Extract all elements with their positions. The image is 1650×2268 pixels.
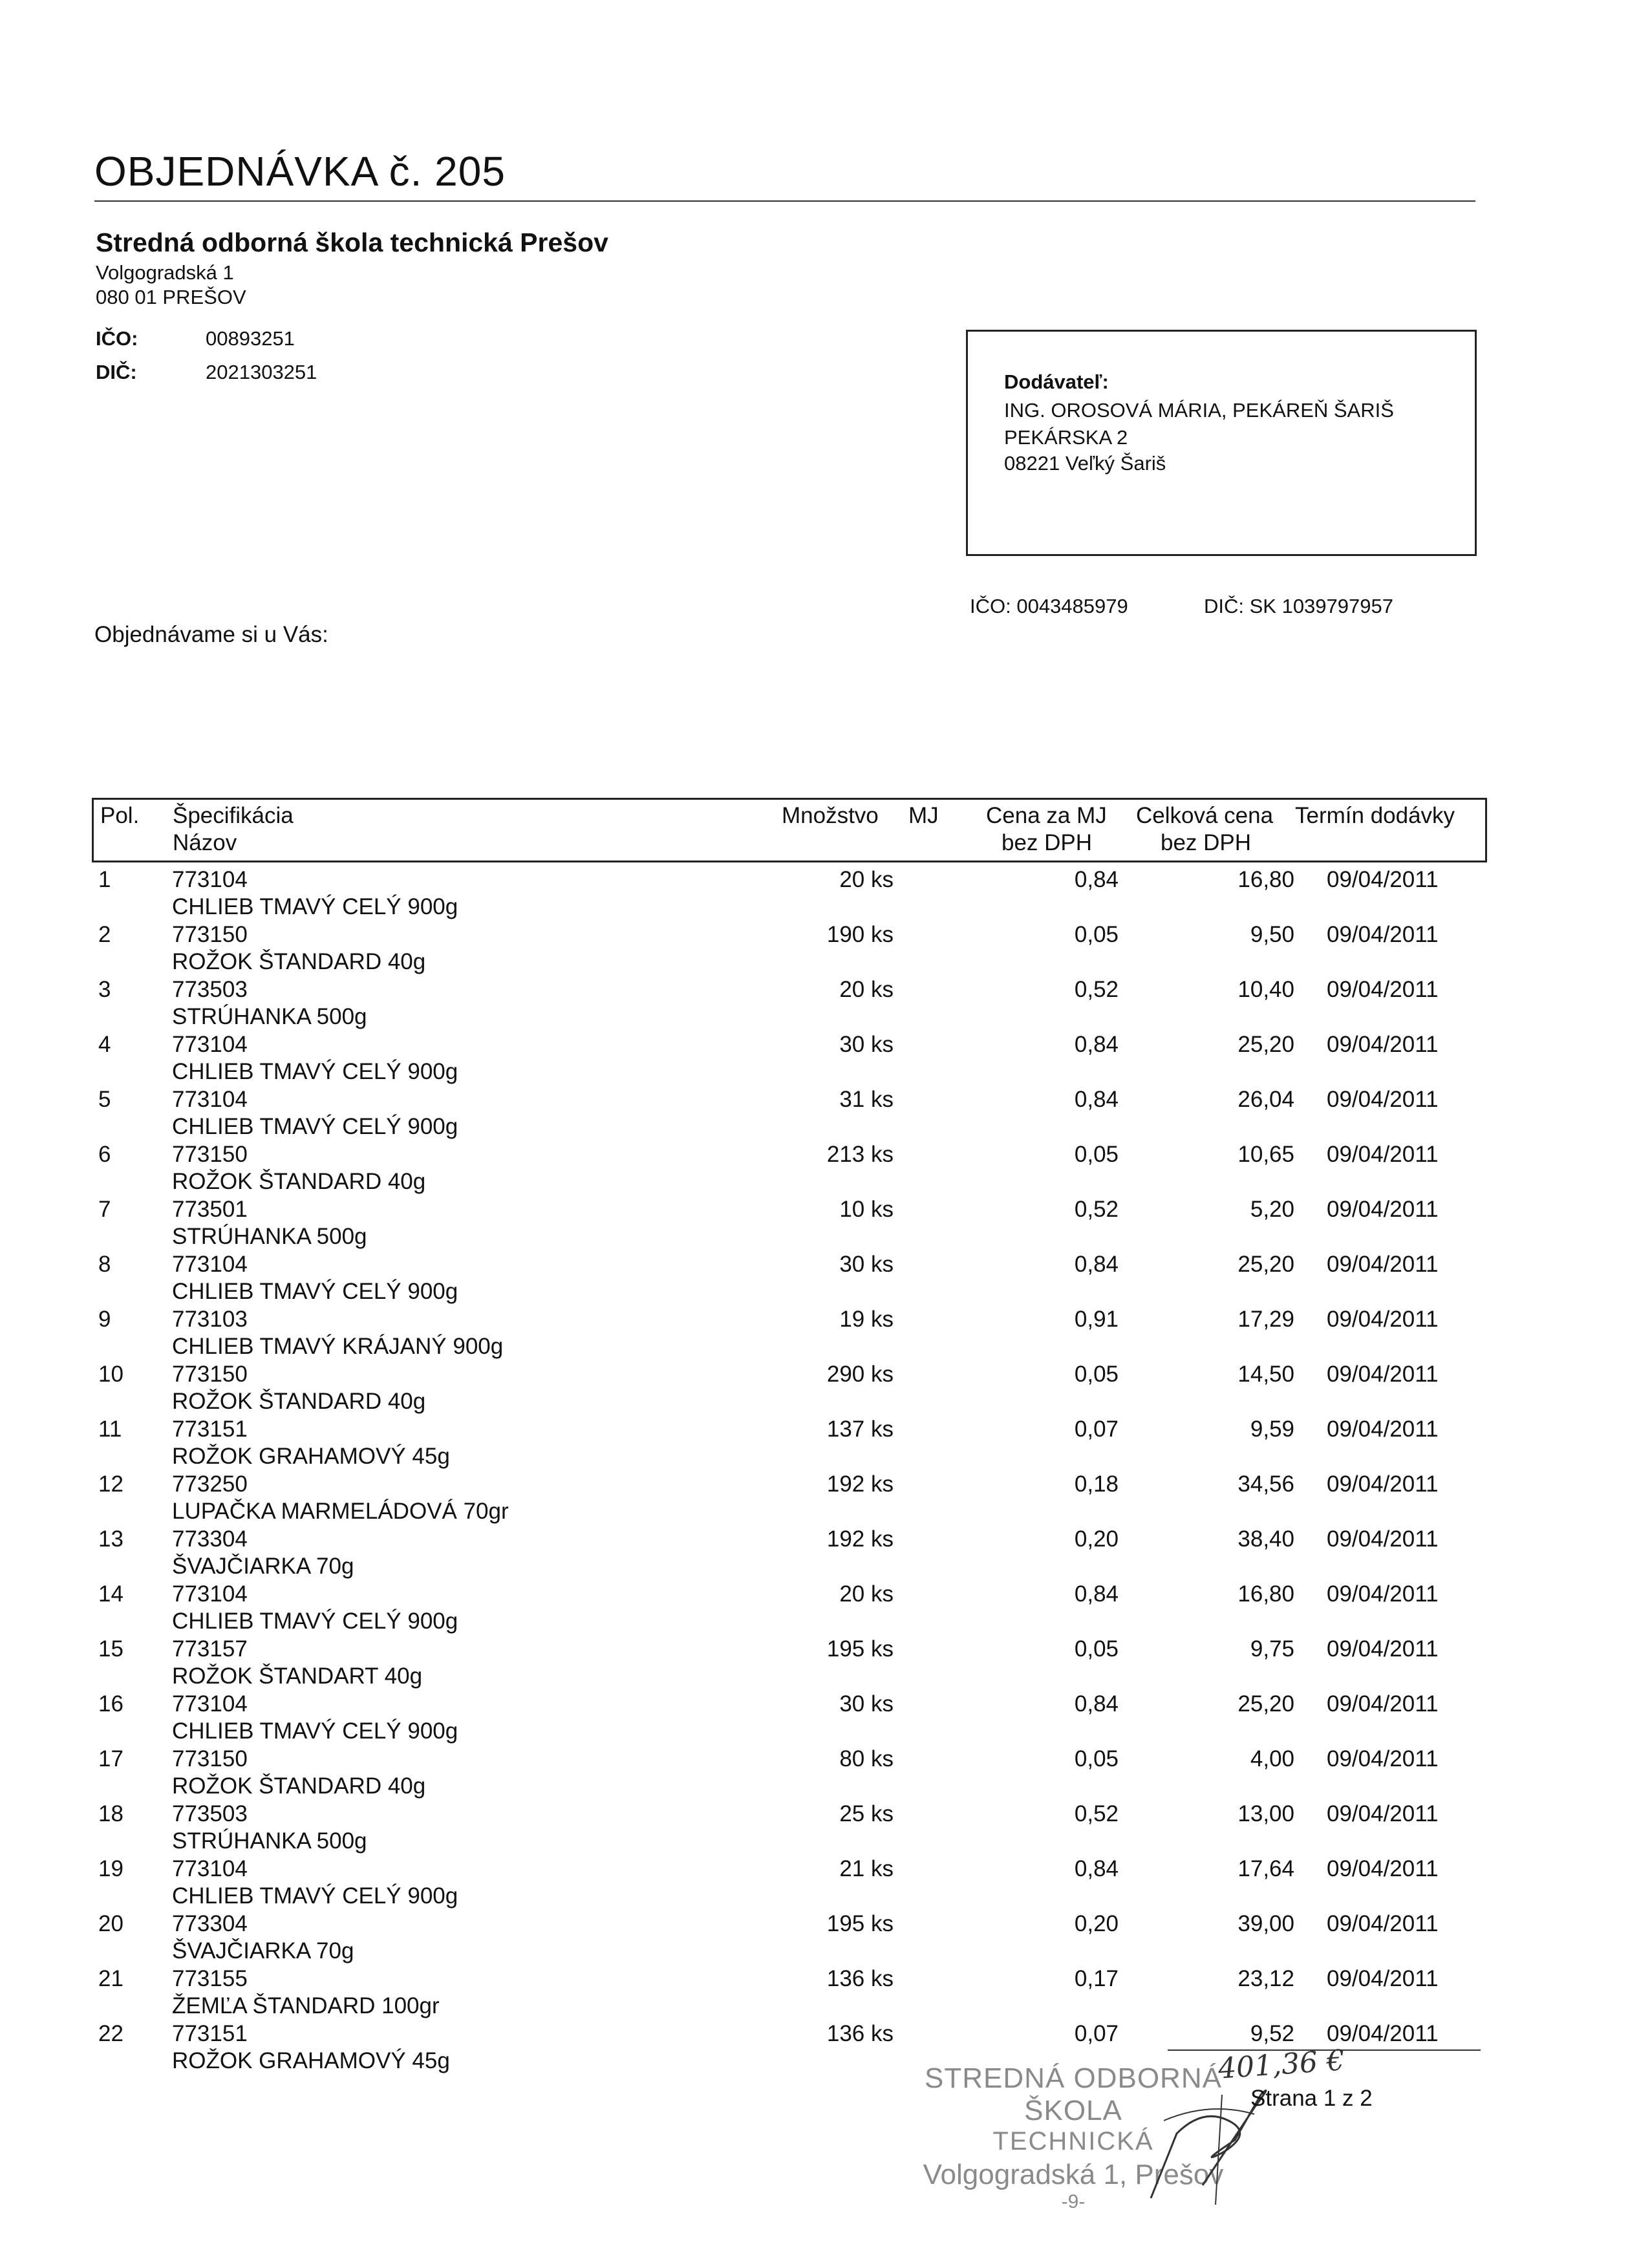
table-row [0,1031,1650,1086]
row-name: CHLIEB TMAVÝ CELÝ 900g [172,1718,458,1744]
row-price: 0,07 [1074,2021,1119,2046]
supplier-label: Dodávateľ: [1004,370,1109,393]
row-code: 773503 [172,977,248,1002]
title-rule [94,200,1475,202]
row-pol: 18 [98,1801,123,1826]
col-date: Termín dodávky [1295,803,1455,828]
row-date: 09/04/2011 [1327,1417,1439,1442]
supplier-city: 08221 Veľký Šariš [1004,452,1166,475]
buyer-name: Stredná odborná škola technická Prešov [96,228,608,257]
row-code: 773304 [172,1526,248,1552]
row-qty: 30 ks [839,1691,894,1717]
row-total: 14,50 [1238,1362,1294,1387]
row-code: 773104 [172,1691,248,1717]
row-total: 34,56 [1238,1471,1294,1497]
row-price: 0,17 [1074,1966,1119,1991]
row-total: 13,00 [1238,1801,1294,1826]
col-spec: Špecifikácia [173,803,294,828]
row-price: 0,05 [1074,922,1119,947]
row-qty: 137 ks [826,1417,894,1442]
table-row [0,976,1650,1031]
row-total: 4,00 [1250,1746,1294,1771]
row-pol: 8 [98,1252,111,1277]
row-code: 773104 [172,867,248,892]
table-row [0,1141,1650,1196]
row-name: CHLIEB TMAVÝ CELÝ 900g [172,1609,458,1634]
col-qty: Množstvo [782,803,879,828]
row-total: 9,52 [1250,2021,1294,2046]
row-code: 773150 [172,1362,248,1387]
row-code: 773155 [172,1966,248,1991]
row-date: 09/04/2011 [1327,1252,1439,1277]
row-total: 9,75 [1250,1636,1294,1662]
col-total: Celková cena [1136,803,1274,828]
table-row [0,1471,1650,1526]
buyer-dic-label: DIČ: [96,361,137,383]
table-row [0,1691,1650,1746]
row-pol: 4 [98,1032,111,1057]
row-price: 0,07 [1074,1417,1119,1442]
row-pol: 17 [98,1746,123,1771]
row-date: 09/04/2011 [1327,922,1439,947]
buyer-city: 080 01 PREŠOV [96,286,246,308]
col-price: Cena za MJ [986,803,1107,828]
row-name: STRÚHANKA 500g [172,1224,367,1249]
stamp-line-4: -9- [1061,2191,1086,2212]
buyer-ico-label: IČO: [96,327,138,350]
row-price: 0,52 [1074,977,1119,1002]
row-date: 09/04/2011 [1327,1142,1439,1167]
buyer-ico-value: 00893251 [206,327,295,350]
table-row [0,1801,1650,1856]
table-row [0,921,1650,976]
row-code: 773150 [172,1142,248,1167]
row-price: 0,84 [1074,1856,1119,1881]
row-code: 773104 [172,1581,248,1607]
col-total-sub: bez DPH [1161,830,1252,855]
row-price: 0,84 [1074,1252,1119,1277]
col-price-sub: bez DPH [1002,830,1093,855]
row-name: STRÚHANKA 500g [172,1828,367,1854]
row-qty: 21 ks [839,1856,894,1881]
row-code: 773150 [172,922,248,947]
row-price: 0,05 [1074,1746,1119,1771]
row-pol: 15 [98,1636,123,1662]
row-date: 09/04/2011 [1327,1471,1439,1497]
table-row [0,1251,1650,1306]
row-pol: 22 [98,2021,123,2046]
row-code: 773104 [172,1032,248,1057]
row-price: 0,84 [1074,1581,1119,1607]
row-total: 26,04 [1238,1087,1294,1112]
stamp-line-2: TECHNICKÁ [992,2127,1154,2156]
table-row [0,1086,1650,1141]
row-price: 0,05 [1074,1362,1119,1387]
row-name: ROŽOK GRAHAMOVÝ 45g [172,1444,450,1469]
row-name: ROŽOK GRAHAMOVÝ 45g [172,2048,450,2073]
row-code: 773104 [172,1252,248,1277]
row-name: CHLIEB TMAVÝ CELÝ 900g [172,1059,458,1084]
row-code: 773503 [172,1801,248,1826]
row-qty: 195 ks [826,1911,894,1936]
row-code: 773150 [172,1746,248,1771]
row-name: CHLIEB TMAVÝ CELÝ 900g [172,1279,458,1304]
row-total: 9,59 [1250,1417,1294,1442]
table-row [0,1306,1650,1361]
row-qty: 136 ks [826,1966,894,1991]
row-code: 773157 [172,1636,248,1662]
row-pol: 6 [98,1142,111,1167]
row-name: ROŽOK ŠTANDARD 40g [172,1389,426,1414]
row-pol: 2 [98,922,111,947]
row-price: 0,05 [1074,1636,1119,1662]
row-total: 5,20 [1250,1197,1294,1222]
row-date: 09/04/2011 [1327,1801,1439,1826]
row-price: 0,91 [1074,1307,1119,1332]
row-total: 25,20 [1238,1691,1294,1717]
row-qty: 136 ks [826,2021,894,2046]
row-name: ŽEMĽA ŠTANDARD 100gr [172,1993,440,2018]
row-code: 773250 [172,1471,248,1497]
row-price: 0,52 [1074,1197,1119,1222]
row-qty: 213 ks [826,1142,894,1167]
page-info: Strana 1 z 2 [1250,2086,1373,2111]
row-date: 09/04/2011 [1327,1966,1439,1991]
row-pol: 10 [98,1362,123,1387]
row-pol: 14 [98,1581,123,1607]
table-row [0,1196,1650,1251]
row-total: 16,80 [1238,867,1294,892]
row-price: 0,18 [1074,1471,1119,1497]
row-pol: 11 [98,1417,122,1442]
row-date: 09/04/2011 [1327,1032,1439,1057]
table-row [0,1581,1650,1636]
row-price: 0,52 [1074,1801,1119,1826]
signature-icon [1125,2056,1293,2211]
row-name: CHLIEB TMAVÝ CELÝ 900g [172,894,458,919]
row-qty: 20 ks [839,1581,894,1607]
table-row [0,1910,1650,1965]
row-pol: 20 [98,1911,123,1936]
row-total: 10,40 [1238,977,1294,1002]
row-name: ROŽOK ŠTANDARD 40g [172,949,426,974]
row-date: 09/04/2011 [1327,1197,1439,1222]
row-date: 09/04/2011 [1327,1856,1439,1881]
row-qty: 30 ks [839,1252,894,1277]
row-name: LUPAČKA MARMELÁDOVÁ 70gr [172,1499,509,1524]
row-date: 09/04/2011 [1327,2021,1439,2046]
row-pol: 16 [98,1691,123,1717]
handwritten-total: 401,36 € [1217,2044,1346,2086]
table-row [0,1856,1650,1910]
row-code: 773104 [172,1087,248,1112]
table-row [0,1361,1650,1416]
row-name: ŠVAJČIARKA 70g [172,1554,354,1579]
row-date: 09/04/2011 [1327,1526,1439,1552]
buyer-dic-value: 2021303251 [206,361,317,383]
row-pol: 1 [98,867,111,892]
row-price: 0,84 [1074,1691,1119,1717]
row-date: 09/04/2011 [1327,867,1439,892]
document-title: OBJEDNÁVKA č. 205 [94,148,506,195]
row-total: 9,50 [1250,922,1294,947]
row-qty: 30 ks [839,1032,894,1057]
col-pol: Pol. [100,803,140,828]
row-price: 0,20 [1074,1526,1119,1552]
row-date: 09/04/2011 [1327,1581,1439,1607]
stamp-line-1: STREDNÁ ODBORNÁ ŠKOLA [925,2062,1222,2126]
row-qty: 25 ks [839,1801,894,1826]
row-code: 773501 [172,1197,248,1222]
table-row [0,866,1650,921]
supplier-box [966,330,1477,556]
row-pol: 12 [98,1471,123,1497]
table-header [92,798,1487,862]
col-mj: MJ [908,803,939,828]
row-total: 23,12 [1238,1966,1294,1991]
row-qty: 195 ks [826,1636,894,1662]
row-total: 25,20 [1238,1252,1294,1277]
row-pol: 5 [98,1087,111,1112]
stamp-line-3: Volgogradská 1, Prešov [923,2159,1224,2190]
row-total: 17,64 [1238,1856,1294,1881]
row-qty: 192 ks [826,1526,894,1552]
row-pol: 3 [98,977,111,1002]
row-date: 09/04/2011 [1327,977,1439,1002]
intro-text: Objednávame si u Vás: [94,622,328,647]
buyer-street: Volgogradská 1 [96,261,234,284]
row-pol: 7 [98,1197,111,1222]
supplier-street: PEKÁRSKA 2 [1004,426,1128,449]
row-qty: 290 ks [826,1362,894,1387]
row-qty: 19 ks [839,1307,894,1332]
row-total: 10,65 [1238,1142,1294,1167]
table-row [0,1746,1650,1801]
supplier-name: ING. OROSOVÁ MÁRIA, PEKÁREŇ ŠARIŠ [1004,399,1394,422]
row-qty: 20 ks [839,867,894,892]
row-name: CHLIEB TMAVÝ CELÝ 900g [172,1114,458,1139]
row-price: 0,05 [1074,1142,1119,1167]
row-name: STRÚHANKA 500g [172,1004,367,1029]
table-row [0,1526,1650,1581]
row-price: 0,20 [1074,1911,1119,1936]
row-total: 38,40 [1238,1526,1294,1552]
row-total: 39,00 [1238,1911,1294,1936]
row-price: 0,84 [1074,867,1119,892]
row-name: ROŽOK ŠTANDARD 40g [172,1169,426,1194]
table-row [0,1416,1650,1471]
row-qty: 190 ks [826,922,894,947]
table-row [0,2020,1650,2075]
row-date: 09/04/2011 [1327,1746,1439,1771]
row-code: 773151 [172,1417,248,1442]
row-code: 773103 [172,1307,248,1332]
row-pol: 9 [98,1307,111,1332]
row-code: 773304 [172,1911,248,1936]
row-qty: 31 ks [839,1087,894,1112]
table-row [0,1636,1650,1691]
row-name: ROŽOK ŠTANDARD 40g [172,1773,426,1799]
row-pol: 21 [98,1966,123,1991]
row-code: 773151 [172,2021,248,2046]
row-price: 0,84 [1074,1032,1119,1057]
col-name: Názov [173,830,237,855]
row-total: 25,20 [1238,1032,1294,1057]
row-date: 09/04/2011 [1327,1911,1439,1936]
row-qty: 10 ks [839,1197,894,1222]
row-date: 09/04/2011 [1327,1362,1439,1387]
row-name: CHLIEB TMAVÝ KRÁJANÝ 900g [172,1334,504,1359]
row-pol: 19 [98,1856,123,1881]
row-qty: 20 ks [839,977,894,1002]
row-date: 09/04/2011 [1327,1636,1439,1662]
row-price: 0,84 [1074,1087,1119,1112]
supplier-dic: DIČ: SK 1039797957 [1204,595,1393,617]
row-date: 09/04/2011 [1327,1087,1439,1112]
row-total: 16,80 [1238,1581,1294,1607]
row-qty: 192 ks [826,1471,894,1497]
row-name: CHLIEB TMAVÝ CELÝ 900g [172,1883,458,1909]
supplier-ico: IČO: 0043485979 [970,595,1128,617]
row-code: 773104 [172,1856,248,1881]
row-date: 09/04/2011 [1327,1691,1439,1717]
row-date: 09/04/2011 [1327,1307,1439,1332]
table-row [0,1965,1650,2020]
row-total: 17,29 [1238,1307,1294,1332]
row-name: ROŽOK ŠTANDART 40g [172,1664,423,1689]
row-pol: 13 [98,1526,123,1552]
row-qty: 80 ks [839,1746,894,1771]
row-name: ŠVAJČIARKA 70g [172,1938,354,1963]
